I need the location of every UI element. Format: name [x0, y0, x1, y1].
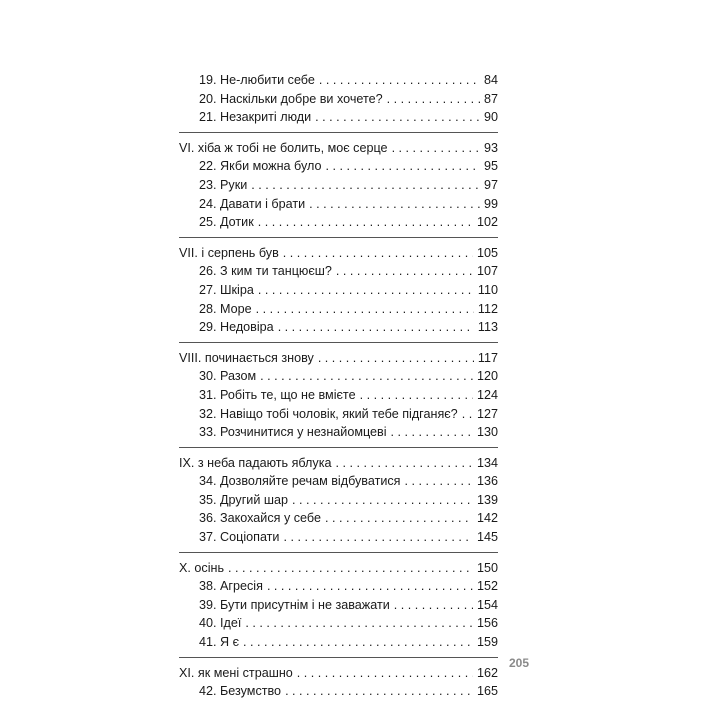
chapter-title: XI. як мені страшно — [179, 665, 293, 680]
toc-chapter-entry — [179, 139, 498, 158]
entry-title: 33. Розчинитися у незнайомцеві — [199, 425, 387, 440]
entry-title: 27. Шкіра — [199, 282, 254, 297]
entry-page-number: 84 — [483, 73, 498, 87]
entry-title: 30. Разом — [199, 369, 257, 384]
entry-title: 26. З ким ти танцюєш? — [199, 264, 332, 279]
toc-entry — [179, 509, 498, 528]
chapter-title: VII. і серпень був — [179, 245, 279, 260]
entry-page-number: 93 — [483, 140, 498, 155]
entry-title: 28. Море — [199, 301, 252, 316]
entry-page-number: 95 — [483, 159, 498, 174]
toc-entry — [179, 90, 498, 109]
entry-page-number: 117 — [477, 350, 498, 365]
toc-entry — [179, 614, 498, 633]
dot-leader — [267, 577, 473, 596]
toc-entry — [179, 596, 498, 615]
dot-leader — [336, 454, 473, 473]
entry-page-number: 139 — [476, 492, 498, 507]
entry-title: 41. Я є — [199, 635, 240, 650]
entry-page-number: 142 — [476, 511, 498, 526]
toc-entry — [179, 262, 498, 281]
entry-page-number: 120 — [476, 369, 498, 384]
dot-leader — [405, 472, 473, 491]
entry-page-number: 113 — [477, 320, 498, 335]
toc-section — [179, 71, 498, 132]
entry-title: 21. Незакриті люди — [199, 110, 312, 125]
dot-leader — [392, 139, 480, 158]
entry-page-number: 150 — [476, 560, 498, 575]
table-of-contents — [179, 71, 498, 706]
entry-page-number: 152 — [476, 579, 498, 594]
dot-leader — [243, 633, 473, 652]
chapter-title: X. осінь — [179, 560, 225, 575]
entry-page-number: 145 — [476, 530, 498, 545]
dot-leader — [391, 423, 473, 442]
toc-section — [179, 657, 498, 706]
toc-entry — [179, 423, 498, 442]
dot-leader — [462, 405, 473, 424]
entry-title: 34. Дозволяйте речам відбуватися — [199, 474, 401, 489]
toc-entry — [179, 195, 498, 214]
dot-leader — [319, 71, 480, 90]
entry-page-number: 124 — [476, 387, 498, 402]
entry-title: 36. Закохайся у себе — [199, 511, 321, 526]
entry-page-number: 99 — [483, 196, 498, 211]
toc-chapter-entry — [179, 559, 498, 578]
entry-page-number: 107 — [476, 264, 498, 279]
dot-leader — [245, 614, 473, 633]
toc-entry — [179, 213, 498, 232]
entry-page-number: 134 — [476, 455, 498, 470]
entry-title: 25. Дотик — [199, 215, 254, 230]
toc-chapter-entry — [179, 454, 498, 473]
chapter-title: VI. хіба ж тобі не болить, моє серце — [179, 140, 388, 155]
entry-page-number: 127 — [476, 406, 498, 421]
toc-entry — [179, 318, 498, 337]
entry-page-number: 136 — [476, 474, 498, 489]
toc-entry — [179, 176, 498, 195]
chapter-title: VIII. починається знову — [179, 350, 314, 365]
toc-entry — [179, 577, 498, 596]
entry-page-number: 165 — [476, 684, 498, 699]
entry-title: 35. Другий шар — [199, 492, 288, 507]
toc-entry — [179, 386, 498, 405]
dot-leader — [336, 262, 473, 281]
entry-title: 37. Соціопати — [199, 530, 280, 545]
toc-section — [179, 342, 498, 447]
entry-page-number: 90 — [483, 110, 498, 125]
entry-title: 22. Якби можна було — [199, 159, 322, 174]
dot-leader — [283, 244, 473, 263]
dot-leader — [326, 157, 480, 176]
entry-page-number: 110 — [477, 282, 498, 297]
entry-page-number: 159 — [476, 635, 498, 650]
entry-page-number: 154 — [476, 597, 498, 612]
dot-leader — [256, 300, 474, 319]
entry-title: 24. Давати і брати — [199, 196, 306, 211]
toc-entry — [179, 472, 498, 491]
dot-leader — [258, 281, 474, 300]
chapter-title: IX. з неба падають яблука — [179, 455, 332, 470]
dot-leader — [278, 318, 474, 337]
entry-title: 29. Недовіра — [199, 320, 274, 335]
entry-page-number: 102 — [476, 215, 498, 230]
entry-title: 38. Агресія — [199, 579, 263, 594]
toc-entry — [179, 367, 498, 386]
entry-page-number: 87 — [483, 91, 498, 106]
dot-leader — [394, 596, 473, 615]
toc-entry — [179, 108, 498, 127]
toc-entry — [179, 405, 498, 424]
dot-leader — [297, 664, 473, 683]
toc-chapter-entry — [179, 244, 498, 263]
dot-leader — [258, 213, 473, 232]
dot-leader — [292, 491, 473, 510]
toc-entry — [179, 300, 498, 319]
dot-leader — [260, 367, 473, 386]
dot-leader — [228, 559, 473, 578]
entry-title: 31. Робіть те, що не вмієте — [199, 387, 356, 402]
toc-section — [179, 132, 498, 237]
toc-entry — [179, 633, 498, 652]
toc-entry — [179, 71, 498, 90]
entry-title: 32. Навіщо тобі чоловік, який тебе підганяє? — [199, 406, 458, 421]
toc-entry — [179, 682, 498, 701]
entry-page-number: 130 — [476, 425, 498, 440]
toc-section — [179, 237, 498, 342]
toc-section — [179, 447, 498, 552]
entry-page-number: 156 — [476, 616, 498, 631]
entry-title: 20. Наскільки добре ви хочете? — [199, 91, 383, 106]
entry-page-number: 162 — [476, 665, 498, 680]
toc-entry — [179, 281, 498, 300]
entry-title: 23. Руки — [199, 177, 248, 192]
entry-page-number: 97 — [483, 177, 498, 192]
toc-entry — [179, 528, 498, 547]
dot-leader — [283, 528, 473, 547]
dot-leader — [315, 108, 480, 127]
toc-chapter-entry — [179, 664, 498, 683]
dot-leader — [360, 386, 473, 405]
dot-leader — [285, 682, 473, 701]
entry-page-number: 112 — [477, 301, 498, 316]
toc-section — [179, 552, 498, 657]
entry-title: 40. Ідеї — [199, 616, 242, 631]
toc-chapter-entry — [179, 349, 498, 368]
entry-title: 19. Не-любити себе — [199, 73, 315, 87]
toc-entry — [179, 157, 498, 176]
dot-leader — [387, 90, 480, 109]
entry-title: 42. Безумство — [199, 684, 282, 699]
dot-leader — [309, 195, 480, 214]
entry-title: 39. Бути присутнім і не заважати — [199, 597, 390, 612]
page-number: 205 — [509, 656, 530, 670]
dot-leader — [251, 176, 480, 195]
dot-leader — [325, 509, 473, 528]
toc-entry — [179, 491, 498, 510]
dot-leader — [318, 349, 474, 368]
entry-page-number: 105 — [476, 245, 498, 260]
